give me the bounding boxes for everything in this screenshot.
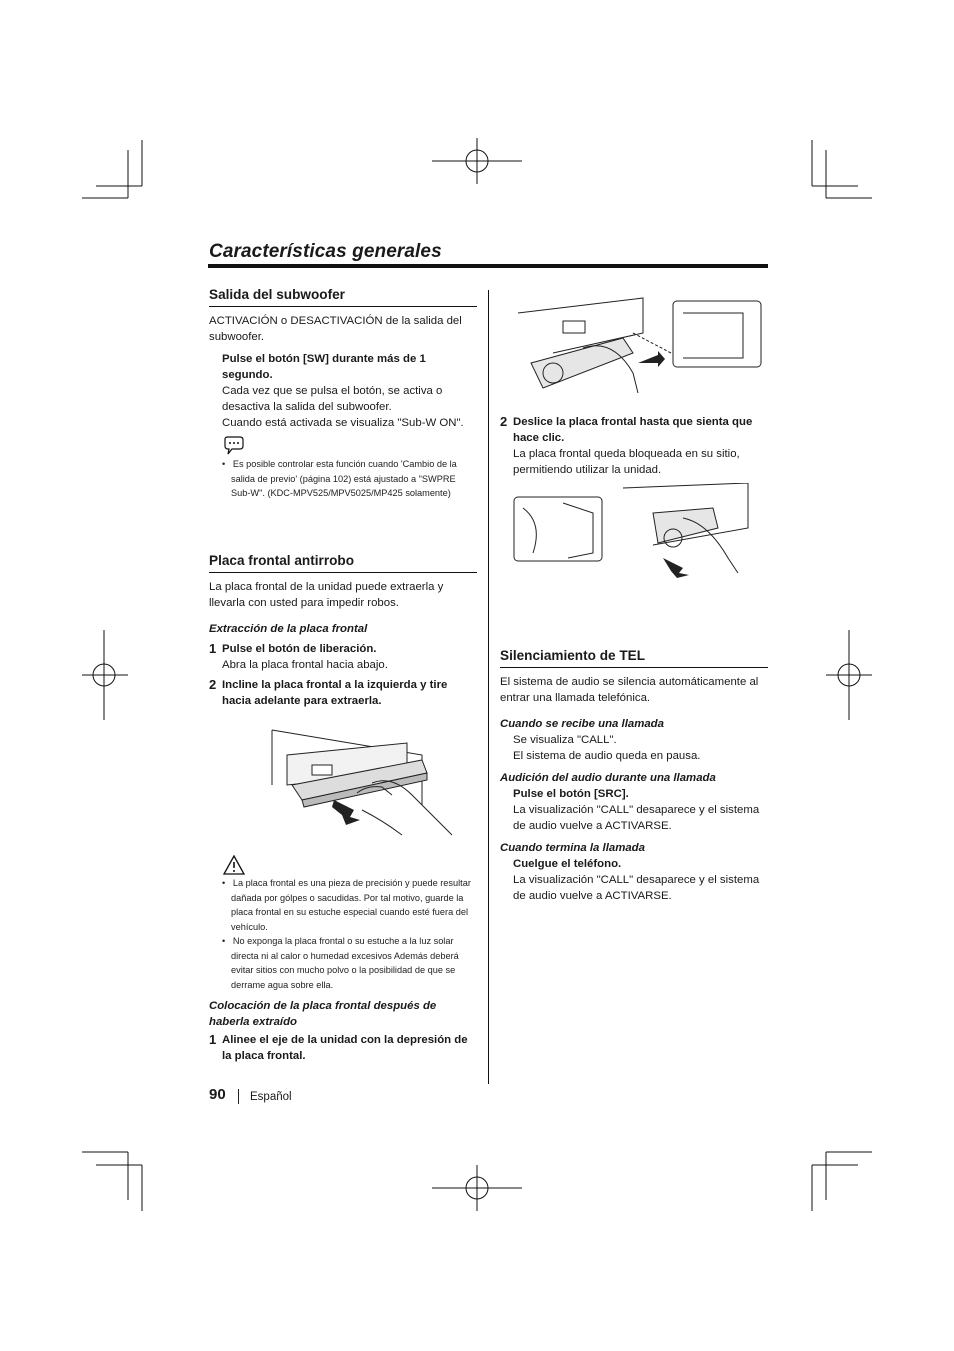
- antitheft-heading: Placa frontal antirrobo: [209, 553, 477, 573]
- subwoofer-desc1: Cada vez que se pulsa el botón, se activa o desactiva la salida del subwoofer.: [222, 385, 443, 413]
- tel-section-2-line-1: La visualización "CALL" desaparece y el sistema de audio vuelve a ACTIVARSE.: [513, 804, 760, 832]
- tel-section-1-line-1: Se visualiza "CALL".: [513, 734, 617, 746]
- attach-illustration: [513, 293, 763, 403]
- footer-separator: [238, 1089, 239, 1104]
- warning-item-2: • No exponga la placa frontal o su estuche a la luz solar directa ni al calor o humedad excesivos Además deberá evitar sitios con mucho polvo o la posibilidad de que se derrame agua sobre ella.: [222, 936, 459, 990]
- removal-step-2: 2 Incline la placa frontal a la izquierda y tire hacia adelante para extraerla.: [209, 676, 448, 707]
- warning-item-1: • La placa frontal es una pieza de precisión y puede resultar dañada por gólpes o sacudidas. Por tal motivo, guarde la placa frontal en su estuche especial cuando esté fuera del vehículo.: [222, 878, 471, 932]
- speech-bubble-note-icon: [209, 435, 477, 457]
- antitheft-section: [209, 553, 477, 709]
- warning-block: [209, 850, 477, 1064]
- column-divider: [488, 290, 489, 1084]
- subwoofer-note: • Es posible controlar esta función cuando 'Cambio de la salida de previo' (página 102) está ajustado a "SWPRE Sub-W". (KDC-MPV525/MPV5025/MP425 solamente): [222, 459, 457, 498]
- subwoofer-action: Pulse el botón [SW] durante más de 1 segundo.: [222, 353, 426, 381]
- subwoofer-intro: ACTIVACIÓN o DESACTIVACIÓN de la salida del subwoofer.: [209, 315, 462, 343]
- attach-step-1: 1 Alinee el eje de la unidad con la depresión de la placa frontal.: [209, 1032, 468, 1062]
- footer-language: Español: [250, 1091, 292, 1103]
- tel-section-1-title: Cuando se recibe una llamada: [500, 718, 664, 730]
- right-column-steps: [500, 414, 768, 478]
- attach-title: Colocación de la placa frontal después de haberla extraído: [209, 1000, 437, 1028]
- tel-section-3-title: Cuando termina la llamada: [500, 842, 645, 854]
- left-column: [209, 287, 477, 709]
- tel-section-2-title: Audición del audio durante una llamada: [500, 772, 716, 784]
- subwoofer-desc2: Cuando está activada se visualiza "Sub-W ON".: [222, 417, 464, 429]
- title-rule: [208, 264, 768, 268]
- tel-heading: Silenciamiento de TEL: [500, 648, 768, 668]
- warning-triangle-icon: [209, 854, 477, 876]
- subwoofer-heading: Salida del subwoofer: [209, 287, 477, 307]
- antitheft-intro: La placa frontal de la unidad puede extraerla y llevarla con usted para impedir robos.: [209, 580, 444, 609]
- attach-step-2: 2 Deslice la placa frontal hasta que sienta que hace clic. La placa frontal queda bloqueada en su sitio, permitiendo utilizar la unidad.: [500, 414, 753, 476]
- click-illustration: [513, 483, 753, 578]
- tel-section-3-action: Cuelgue el teléfono.: [513, 858, 622, 870]
- removal-illustration: [262, 725, 457, 845]
- tel-section: [500, 648, 768, 904]
- page-number: 90: [209, 1086, 226, 1103]
- page-title: Características generales: [209, 241, 442, 262]
- tel-section-2-action: Pulse el botón [SRC].: [513, 788, 629, 800]
- tel-section-1-line-2: El sistema de audio queda en pausa.: [513, 750, 701, 762]
- removal-step-1: 1 Pulse el botón de liberación. Abra la placa frontal hacia abajo.: [209, 640, 388, 671]
- subwoofer-section: [209, 287, 477, 501]
- tel-intro: El sistema de audio se silencia automáticamente al entrar una llamada telefónica.: [500, 676, 759, 704]
- tel-section-3-line-1: La visualización "CALL" desaparece y el sistema de audio vuelve a ACTIVARSE.: [513, 874, 760, 902]
- removal-title: Extracción de la placa frontal: [209, 622, 368, 635]
